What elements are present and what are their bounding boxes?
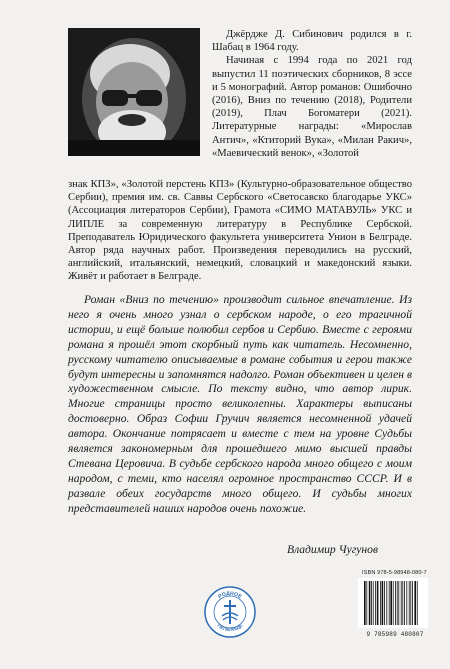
barcode-bar <box>409 581 410 625</box>
bio-paragraph-continued: знак КПЗ», «Золотой перстень КПЗ» (Культурно-образовательное общество Сербии), премия им. св. Саввы Сербского «Светосавско благодарье УКС» (Ассоциация литераторов Сербии), Грамота «СИМО МАТАВУЛЬ» УКС и ЛИПЛЕ за современную литературу в Республике Сербской. Преподаватель Юридического факультета университета Унион в Белграде. Автор ряда научных работ. Произведения переводились на русский, английский, итальянский, немецкий, словацкий и македонский языки. Живёт и работает в Белграде. <box>68 179 412 283</box>
isbn-barcode-digits: 9 785989 480807 <box>366 631 424 638</box>
barcode-bar <box>371 581 372 625</box>
barcode-bar <box>375 581 376 625</box>
publisher-logo <box>204 586 256 638</box>
author-bio-top <box>212 28 412 160</box>
bio-paragraph-2: Начиная с 1994 года по 2021 год выпустил 11 поэтических сборников, 8 эссе и 5 монографий. Автор романов: Ошибочно (2016), Вниз по течению (2018), Родители (2019), Плач Богоматери (2021). Литературные награды: «Мирослав Антич», «Ктиторий Вука», «Милан Ракич», «Маевический венок», «Золотой <box>212 55 412 159</box>
barcode-bar <box>404 581 405 625</box>
barcode-bar <box>369 581 371 625</box>
barcode-bar <box>398 581 399 625</box>
barcode-bar <box>412 581 413 625</box>
barcode-bar <box>364 581 366 625</box>
barcode-bar <box>390 581 392 625</box>
isbn-barcode <box>358 578 428 628</box>
barcode-bar <box>384 581 385 625</box>
barcode-bar <box>386 581 387 625</box>
barcode-bar <box>366 581 367 625</box>
author-photo <box>68 28 200 156</box>
barcode-bar <box>417 581 418 625</box>
barcode-bar <box>402 581 403 625</box>
barcode-bar <box>382 581 384 625</box>
review-text <box>68 293 412 517</box>
bio-paragraph-1: Джёрдже Д. Сибинович родился в г. Шабац в 1964 году. <box>212 29 412 54</box>
barcode-bar <box>373 581 374 625</box>
barcode-bar <box>397 581 398 625</box>
barcode-bar <box>406 581 407 625</box>
review-signature: Владимир Чугунов <box>286 543 378 556</box>
barcode-bar <box>389 581 390 625</box>
barcode-bar <box>377 581 379 625</box>
author-bio-bottom <box>68 178 412 284</box>
barcode-bar <box>410 581 411 625</box>
barcode-bar <box>393 581 394 625</box>
barcode-bar <box>380 581 381 625</box>
barcode-bar <box>401 581 402 625</box>
review-paragraph: Роман «Вниз по течению» производит сильное впечатление. Из него я очень много узнал о сербском народе, о его трагичной истории, и ещё больше полюбил сербов и Сербию. Вместе с героями романа я прошёл этот скорбный путь как читатель. Несомненно, русскому читателю описываемые в романе события и герои также будут интересны и запомнятся надолго. Роман объективен и целен в художественном смысле. По тексту видно, что автор лирик. Многие страницы просто великолепны. Характеры выписаны достоверно. Образ Софии Гручич является несомненной удачей автора. Окончание потрясает и вместе с тем на уровне Судьбы является закономерным для прошедшего мимо высшей правды Стевана Церовича. В судьбе сербского народа много общего с моим народом, с теми, кто населял огромное пространство СССР. И в развале обеих государств много общего. И судьбы многих представителей наших народов очень похожие. <box>68 293 412 515</box>
barcode-bar <box>395 581 396 625</box>
logo-text-bottom: ПЕПЕЛИЩЕ <box>215 623 245 634</box>
logo-text-top: РОДНОЕ <box>217 590 243 601</box>
isbn-label: ISBN 978-5-98948-080-7 <box>362 570 427 576</box>
barcode-bar <box>414 581 416 625</box>
